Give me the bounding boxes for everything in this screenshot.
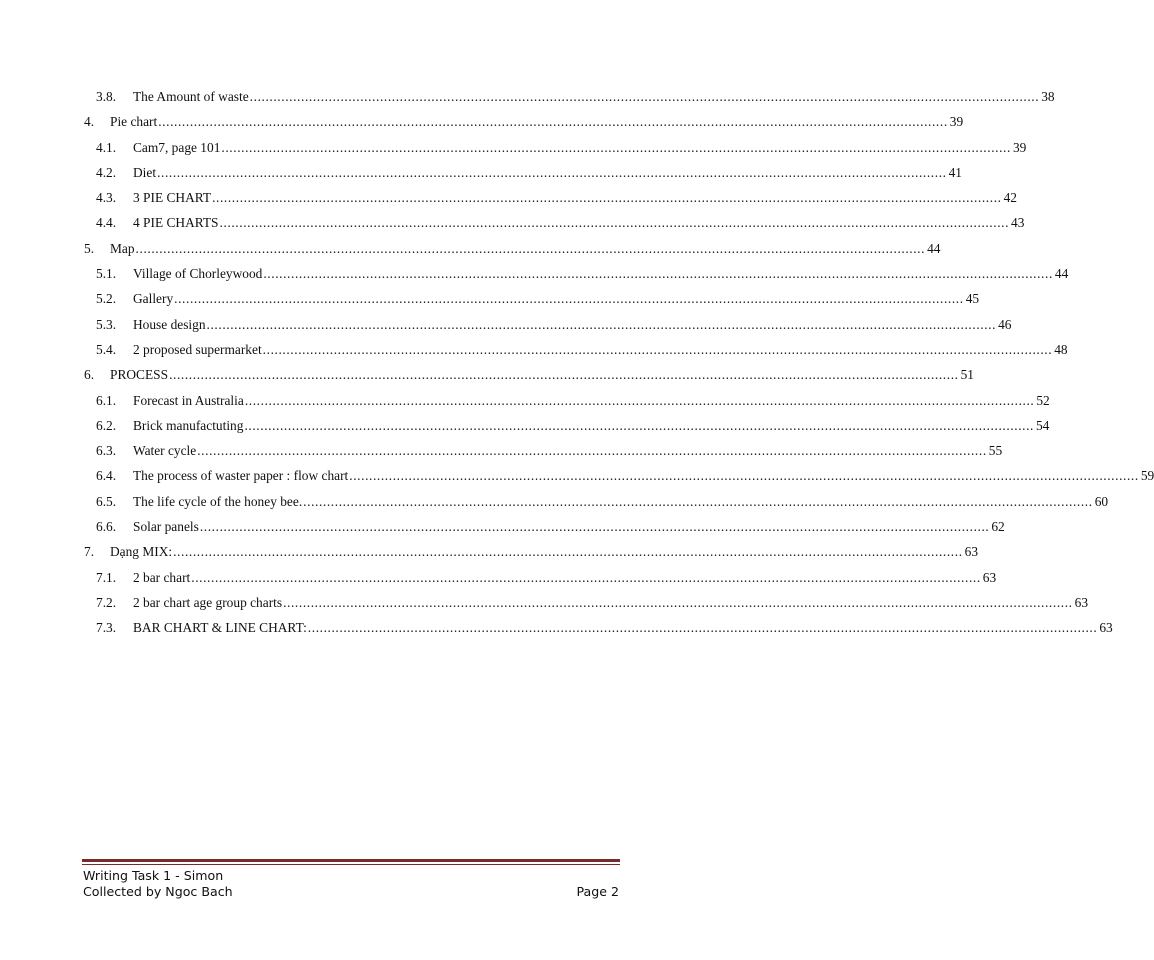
toc-entry[interactable] [0,565,997,590]
toc-entry-number: 5.1. [96,266,117,282]
toc-entry-number: 5.3. [96,316,117,332]
footer-credit: Collected by Ngoc Bach [83,884,233,899]
toc-entry-number: 7.2. [96,594,117,610]
toc-dot-leader: ........................................................................................................................................................................................................ [349,468,1139,484]
toc-entry-body [133,514,1005,539]
toc-entry-title[interactable]: BAR CHART & LINE CHART: [133,620,307,636]
toc-entry[interactable] [0,438,1003,463]
toc-entry-page[interactable]: 45 [965,291,980,307]
toc-entry-title[interactable]: Village of Chorleywood [133,266,263,282]
toc-entry-title[interactable]: Diet [133,164,157,180]
toc-entry[interactable] [0,236,941,261]
toc-dot-leader: ........................................................................................................................................................................................................ [219,215,1010,231]
toc-entry[interactable] [0,539,979,564]
toc-entry-page[interactable]: 63 [1074,594,1089,610]
toc-entry-page[interactable]: 43 [1011,215,1025,231]
toc-entry[interactable] [0,312,1012,337]
toc-entry-page[interactable]: 63 [1099,620,1113,636]
toc-entry-body [133,489,1109,514]
footer-rule-thick [82,859,620,862]
toc-entry-page[interactable]: 63 [982,569,997,585]
toc-dot-leader: ........................................................................................................................................................................................................ [244,417,1034,433]
toc-dot-leader: ........................................................................................................................................................................................................ [263,266,1053,282]
toc-entry[interactable] [0,489,1109,514]
toc-entry-page[interactable]: 63 [964,544,979,560]
toc-entry-title[interactable]: Dạng MIX: [110,544,173,560]
toc-dot-leader: ........................................................................................................................................................................................................ [173,544,963,560]
toc-dot-leader: ........................................................................................................................................................................................................ [249,89,1040,104]
toc-entry-page[interactable]: 55 [988,443,1003,459]
toc-entry-title[interactable]: 2 proposed supermarket [133,341,262,357]
toc-dot-leader: ........................................................................................................................................................................................................ [199,519,990,535]
toc-entry-body [133,84,1055,109]
toc-entry-body [133,185,1017,210]
toc-dot-leader: ........................................................................................................................................................................................................ [191,569,981,585]
toc-dot-leader: ........................................................................................................................................................................................................ [169,367,959,383]
toc-entry-title[interactable]: Solar panels [133,519,199,535]
toc-entry[interactable] [0,337,1068,362]
toc-entry-number: 4.3. [96,190,117,206]
toc-entry-number: 5.2. [96,291,117,307]
toc-dot-leader: ........................................................................................................................................................................................................ [174,291,964,307]
toc-entry-title[interactable]: Brick manufactuting [133,417,244,433]
toc-entry-body [133,286,980,311]
toc-entry-body [133,337,1068,362]
toc-entry-body [133,261,1069,286]
toc-entry-number: 7.1. [96,569,117,585]
toc-entry-number: 6. [84,367,95,383]
toc-entry-body [110,362,974,387]
toc-entry-page[interactable]: 52 [1036,392,1050,408]
footer-title: Writing Task 1 - Simon [83,868,224,883]
toc-entry[interactable] [0,590,1089,615]
toc-entry-body [133,615,1113,640]
toc-entry-title[interactable]: The Amount of waste [133,89,249,104]
toc-entry[interactable] [0,84,1055,109]
toc-entry-title[interactable]: PROCESS [110,367,169,383]
toc-entry-page[interactable]: 44 [1054,266,1069,282]
toc-entry-body [133,413,1050,438]
toc-entry-page[interactable]: 38 [1041,89,1055,104]
toc-entry-number: 3.8. [96,89,117,104]
toc-entry-title[interactable]: 2 bar chart age group charts [133,594,283,610]
toc-entry[interactable] [0,185,1017,210]
toc-entry[interactable] [0,514,1005,539]
toc-dot-leader: ........................................................................................................................................................................................................ [158,114,948,130]
toc-entry-number: 5. [84,240,95,256]
toc-entry[interactable] [0,362,974,387]
toc-entry-page[interactable]: 62 [991,519,1005,535]
toc-entry[interactable] [0,463,1154,488]
toc-entry-page[interactable]: 46 [998,316,1012,332]
toc-dot-leader: ........................................................................................................................................................................................................ [221,139,1011,155]
toc-entry-number: 7. [84,544,95,560]
toc-entry-body [133,210,1025,235]
toc-entry-title[interactable]: 3 PIE CHART [133,190,212,206]
toc-entry[interactable] [0,286,980,311]
toc-entry-body [133,135,1027,160]
toc-entry-title[interactable]: 4 PIE CHARTS [133,215,219,231]
toc-entry-body [110,109,964,134]
toc-entry[interactable] [0,261,1069,286]
toc-entry-body [110,539,979,564]
toc-entry-number: 4. [84,114,95,130]
toc-entry-body [133,312,1012,337]
toc-entry-title[interactable]: The life cycle of the honey bee. [133,493,303,509]
toc-entry[interactable] [0,160,962,185]
toc-entry-page[interactable]: 59 [1140,468,1154,484]
toc-entry-page[interactable]: 42 [1003,190,1017,206]
toc-entry-title[interactable]: The process of waster paper : flow chart [133,468,349,484]
toc-entry[interactable] [0,615,1113,640]
toc-dot-leader: ........................................................................................................................................................................................................ [197,443,987,459]
toc-entry-page[interactable]: 54 [1035,417,1050,433]
toc-entry-number: 4.2. [96,164,117,180]
toc-entry-body [133,463,1154,488]
toc-dot-leader: ........................................................................................................................................................................................................ [157,164,947,180]
toc-dot-leader: ........................................................................................................................................................................................................ [206,316,997,332]
table-of-contents [0,84,1154,641]
toc-entry-page[interactable]: 60 [1094,493,1109,509]
toc-entry-body [110,236,941,261]
toc-entry-title[interactable]: Cam7, page 101 [133,139,221,155]
toc-entry[interactable] [0,413,1050,438]
toc-entry-body [133,590,1089,615]
toc-entry[interactable] [0,388,1050,413]
toc-entry-number: 5.4. [96,341,117,357]
toc-entry-title[interactable]: Pie chart [110,114,158,130]
toc-entry-number: 6.2. [96,417,117,433]
toc-dot-leader: ........................................................................................................................................................................................................ [307,620,1098,636]
toc-entry-body [133,565,997,590]
toc-dot-leader: ........................................................................................................................................................................................................ [262,341,1053,357]
toc-entry[interactable] [0,135,1027,160]
toc-entry[interactable] [0,109,964,134]
toc-entry-body [133,438,1003,463]
toc-dot-leader: ........................................................................................................................................................................................................ [244,392,1035,408]
toc-entry-page[interactable]: 39 [1012,139,1027,155]
toc-entry-number: 6.4. [96,468,117,484]
toc-dot-leader: ........................................................................................................................................................................................................ [303,493,1093,509]
toc-dot-leader: ........................................................................................................................................................................................................ [212,190,1002,206]
toc-entry[interactable] [0,210,1025,235]
footer-rule-thin [82,864,620,865]
toc-entry-number: 4.4. [96,215,117,231]
footer-page-number: Page 2 [576,884,619,899]
toc-entry-page[interactable]: 51 [960,367,974,383]
toc-entry-page[interactable]: 39 [949,114,964,130]
toc-entry-number: 6.3. [96,443,117,459]
toc-entry-page[interactable]: 41 [948,164,962,180]
toc-entry-number: 7.3. [96,620,117,636]
toc-dot-leader: ........................................................................................................................................................................................................ [135,240,926,256]
toc-entry-body [133,160,962,185]
toc-entry-number: 6.6. [96,519,117,535]
toc-entry-number: 6.5. [96,493,117,509]
toc-entry-title[interactable]: Water cycle [133,443,197,459]
toc-entry-title[interactable]: Gallery [133,291,174,307]
toc-entry-page[interactable]: 44 [927,240,941,256]
toc-entry-number: 4.1. [96,139,117,155]
toc-entry-number: 6.1. [96,392,117,408]
toc-entry-title[interactable]: House design [133,316,206,332]
toc-entry-title[interactable]: Map [110,240,135,256]
toc-entry-page[interactable]: 48 [1054,341,1068,357]
toc-entry-body [133,388,1050,413]
toc-entry-title[interactable]: Forecast in Australia [133,392,244,408]
toc-entry-title[interactable]: 2 bar chart [133,569,191,585]
toc-dot-leader: ........................................................................................................................................................................................................ [283,594,1073,610]
